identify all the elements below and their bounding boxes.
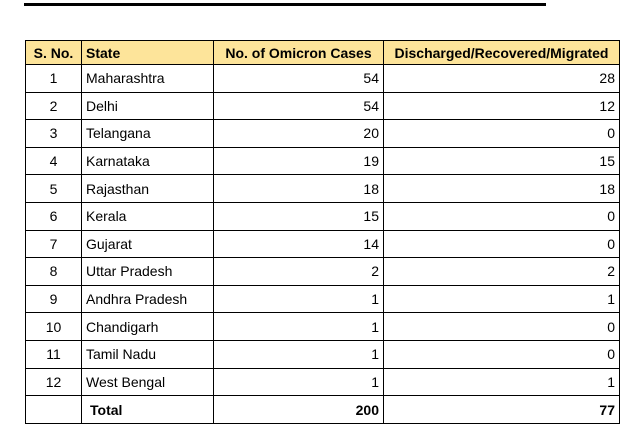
cell-sno: 11	[26, 340, 82, 368]
table-row	[26, 120, 620, 148]
cell-recovered: 1	[384, 285, 620, 313]
omicron-cases-table	[25, 40, 620, 424]
header-discharged-recovered-migrated: Discharged/Recovered/Migrated	[384, 41, 620, 65]
table-row	[26, 202, 620, 230]
total-label: Total	[82, 396, 214, 424]
cell-state: Delhi	[82, 92, 214, 120]
table-body	[26, 65, 620, 396]
cell-state: Karnataka	[82, 147, 214, 175]
cell-recovered: 2	[384, 258, 620, 286]
table-row	[26, 175, 620, 203]
cell-cases: 20	[214, 120, 384, 148]
cell-sno: 4	[26, 147, 82, 175]
cell-sno: 8	[26, 258, 82, 286]
table-header	[26, 41, 620, 65]
cell-sno: 3	[26, 120, 82, 148]
table-row	[26, 368, 620, 396]
cell-state: Tamil Nadu	[82, 340, 214, 368]
cell-sno: 7	[26, 230, 82, 258]
top-divider-rule	[24, 3, 546, 6]
cell-recovered: 12	[384, 92, 620, 120]
cell-state: Andhra Pradesh	[82, 285, 214, 313]
table-row	[26, 313, 620, 341]
cell-sno: 12	[26, 368, 82, 396]
cell-recovered: 28	[384, 65, 620, 93]
total-cases: 200	[214, 396, 384, 424]
cell-sno: 2	[26, 92, 82, 120]
cell-recovered: 0	[384, 202, 620, 230]
cell-cases: 2	[214, 258, 384, 286]
cell-recovered: 0	[384, 120, 620, 148]
cell-state: Chandigarh	[82, 313, 214, 341]
cell-cases: 1	[214, 368, 384, 396]
table-row	[26, 258, 620, 286]
cell-cases: 19	[214, 147, 384, 175]
total-row	[26, 396, 620, 424]
total-recovered: 77	[384, 396, 620, 424]
cell-sno: 10	[26, 313, 82, 341]
cell-sno: 1	[26, 65, 82, 93]
table-row	[26, 147, 620, 175]
cell-state: Rajasthan	[82, 175, 214, 203]
cell-recovered: 15	[384, 147, 620, 175]
cell-sno: 6	[26, 202, 82, 230]
header-omicron-cases: No. of Omicron Cases	[214, 41, 384, 65]
cell-cases: 1	[214, 313, 384, 341]
header-state: State	[82, 41, 214, 65]
cell-cases: 18	[214, 175, 384, 203]
table-row	[26, 230, 620, 258]
table-row	[26, 285, 620, 313]
table-footer	[26, 396, 620, 424]
cell-sno: 5	[26, 175, 82, 203]
total-sno-cell	[26, 396, 82, 424]
cell-state: Uttar Pradesh	[82, 258, 214, 286]
cell-state: Gujarat	[82, 230, 214, 258]
cell-cases: 14	[214, 230, 384, 258]
cell-recovered: 0	[384, 340, 620, 368]
header-row	[26, 41, 620, 65]
cell-cases: 1	[214, 340, 384, 368]
cell-cases: 54	[214, 92, 384, 120]
cell-cases: 1	[214, 285, 384, 313]
cell-cases: 15	[214, 202, 384, 230]
table-row	[26, 92, 620, 120]
cell-cases: 54	[214, 65, 384, 93]
cell-state: Telangana	[82, 120, 214, 148]
cell-recovered: 1	[384, 368, 620, 396]
cell-recovered: 0	[384, 230, 620, 258]
cell-recovered: 0	[384, 313, 620, 341]
cell-state: Maharashtra	[82, 65, 214, 93]
cell-sno: 9	[26, 285, 82, 313]
table-row	[26, 340, 620, 368]
cell-state: West Bengal	[82, 368, 214, 396]
header-sno: S. No.	[26, 41, 82, 65]
cell-recovered: 18	[384, 175, 620, 203]
table-row	[26, 65, 620, 93]
cell-state: Kerala	[82, 202, 214, 230]
